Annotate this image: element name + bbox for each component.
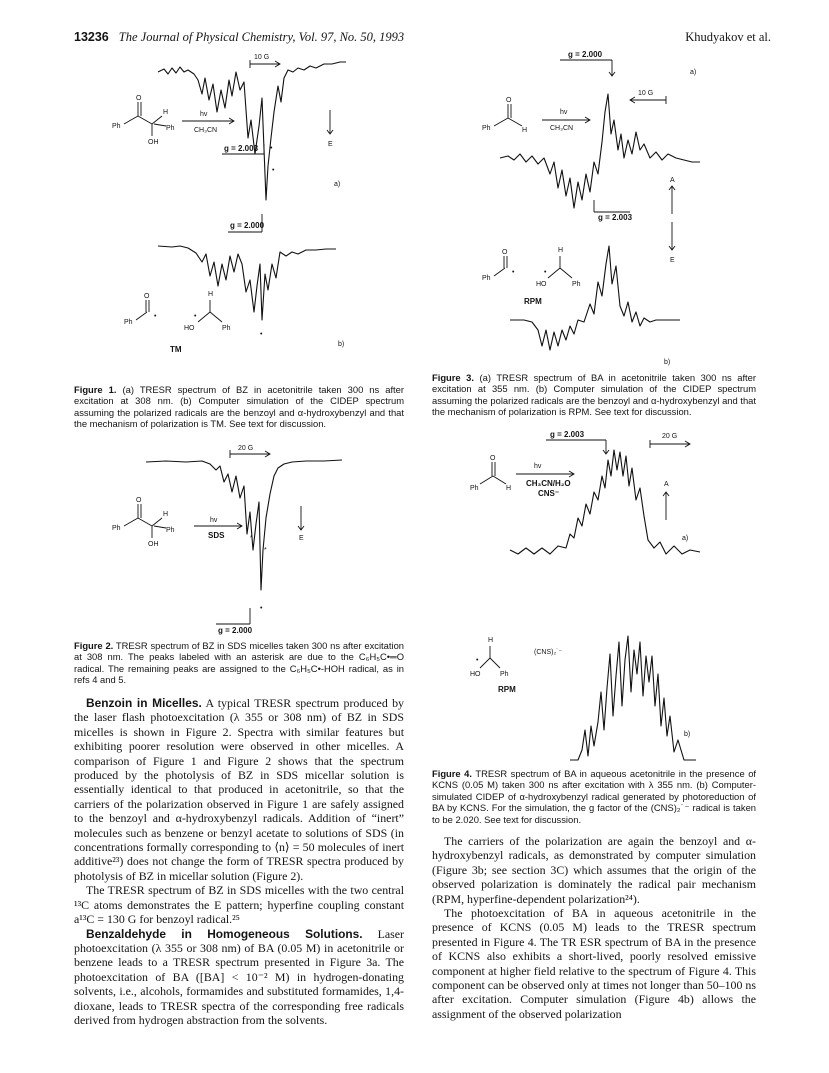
svg-text:•: •	[512, 269, 515, 276]
fig3-e-phase: E	[670, 257, 675, 264]
svg-text:O: O	[502, 249, 508, 256]
svg-text:H: H	[506, 485, 512, 492]
svg-text:H: H	[522, 127, 528, 134]
fig1-solvent: CH₃CN	[194, 127, 218, 134]
svg-text:HO: HO	[536, 281, 547, 288]
fig3-g-top: g = 2.000	[568, 50, 603, 59]
figure-4-caption: Figure 4. TRESR spectrum of BA in aqueous acetonitrile in the presence of KCNS (0.05 M) taken 300 ns after excitation with λ 355 nm. (b) Computer-simulated CIDEP of α-hydroxybenzyl radical generated by photoreduction of BA by KCNS. For the simulation, the g factor of the (CNS)₂˙⁻ radical is taken to be 2.020. See text for discussion.	[432, 768, 757, 825]
figure-1	[110, 50, 360, 370]
svg-text:Ph: Ph	[112, 525, 121, 532]
right-paragraph-2: The photoexcitation of BA in aqueous acetonitrile in the presence of KCNS (0.05 M) leads to the TRESR spectrum presented in Figure 4. The TR ESR spectrum of BA in the presence of KCNS also exhibits a short-lived, poorly resolved emissive component at higher field relative to the spectrum of Figure 4. This component can be observed only at times not longer than 50–100 ns after excitation. Computer simulation (Figure 4b) allows the assignment of the observed polarization	[432, 906, 756, 1021]
fig2-scale-label: 20 G	[238, 445, 254, 452]
figure-2	[110, 440, 360, 640]
svg-text:Ph: Ph	[572, 281, 581, 288]
fig4-label-a: a)	[682, 535, 689, 542]
fig1-spectrum-b	[158, 246, 336, 320]
fig4-reagents-1: CH₃CN/H₂O	[526, 479, 571, 488]
svg-text:•: •	[476, 657, 479, 664]
svg-text:O: O	[506, 97, 512, 104]
fig2-hv: hv	[210, 517, 218, 524]
svg-text:•: •	[194, 313, 197, 320]
svg-text:H: H	[208, 291, 214, 298]
heading-benzaldehyde: Benzaldehyde in Homogeneous Solutions.	[86, 926, 363, 941]
svg-text:*: *	[264, 547, 267, 554]
fig1-label-b: b)	[338, 341, 345, 348]
svg-text:HO: HO	[184, 325, 195, 332]
fig4-radical: (CNS)₂˙⁻	[534, 649, 563, 656]
fig3-label-b: b)	[664, 359, 671, 366]
fig3-mechanism: RPM	[524, 297, 542, 306]
fig1-spectrum-a	[158, 62, 346, 200]
fig3-a-phase: A	[670, 177, 675, 184]
heading-benzoin-micelles: Benzoin in Micelles.	[86, 696, 202, 710]
svg-text:*: *	[250, 535, 253, 542]
fig4-hv: hv	[534, 463, 542, 470]
svg-text:OH: OH	[148, 139, 159, 146]
svg-text:Ph: Ph	[482, 275, 491, 282]
fig4-structure-benzaldehyde	[470, 455, 511, 492]
fig4-a-phase: A	[664, 481, 669, 488]
svg-text:•: •	[272, 167, 275, 174]
fig3-g-mid: g = 2.003	[598, 213, 633, 222]
fig3-hv: hv	[560, 109, 568, 116]
running-header-authors: Khudyakov et al.	[685, 30, 771, 44]
svg-text:Ph: Ph	[166, 527, 175, 534]
right-paragraph-1: The carriers of the polarization are again the benzoyl and α-hydroxybenzyl radicals, as demonstrated by computer simulation (Figure 3b; see section 3C) which assumes that the origin of the observed polarization is dominately the radical pair mechanism (RPM, hyperfine-dependent polarization²⁴).	[432, 834, 756, 906]
fig1-scale-label: 10 G	[254, 54, 270, 61]
fig2-spectrum	[146, 460, 342, 590]
fig1-g-2000: g = 2.000	[230, 221, 265, 230]
fig2-g-2000: g = 2.000	[218, 626, 253, 635]
fig1-structure-benzoin	[112, 95, 175, 146]
fig3-solvent: CH₃CN	[550, 125, 574, 132]
svg-text:•: •	[154, 313, 157, 320]
right-column-body	[432, 834, 756, 1021]
svg-text:Ph: Ph	[482, 125, 491, 132]
svg-text:H: H	[558, 247, 564, 254]
svg-text:Ph: Ph	[124, 319, 133, 326]
left-paragraph-2: The TRESR spectrum of BZ in SDS micelles with the two central ¹³C atoms demonstrates the E pattern; hyperfine coupling constant a¹³C = 130 G for benzoyl radical.²⁵	[74, 883, 404, 927]
svg-text:•: •	[260, 331, 263, 338]
svg-text:O: O	[136, 497, 142, 504]
svg-text:HO: HO	[470, 671, 481, 678]
svg-text:O: O	[136, 95, 142, 102]
fig3-structure-benzaldehyde	[482, 97, 527, 134]
svg-text:•: •	[544, 269, 547, 276]
fig1-mechanism: TM	[170, 345, 182, 354]
fig1-g-2003: g = 2.003	[224, 144, 259, 153]
figure-3	[480, 50, 730, 370]
fig1-hv: hv	[200, 111, 208, 118]
fig4-label-b: b)	[684, 731, 691, 738]
running-header-left	[74, 30, 404, 45]
svg-text:OH: OH	[148, 541, 159, 548]
fig3-label-a: a)	[690, 69, 697, 76]
fig4-spectrum-b	[570, 636, 696, 760]
fig2-medium: SDS	[208, 531, 225, 540]
svg-text:Ph: Ph	[222, 325, 231, 332]
fig4-structure-hydroxybenzyl	[470, 637, 509, 678]
fig3-structure-radical-pair	[482, 247, 581, 288]
svg-text:Ph: Ph	[500, 671, 509, 678]
fig4-mechanism: RPM	[498, 685, 516, 694]
svg-text:H: H	[163, 109, 169, 116]
svg-text:O: O	[144, 293, 150, 300]
svg-text:O: O	[490, 455, 496, 462]
svg-text:H: H	[163, 511, 169, 518]
fig2-e-phase: E	[299, 535, 304, 542]
svg-text:•: •	[260, 605, 263, 612]
fig4-g: g = 2.003	[550, 430, 585, 439]
figure-4	[470, 430, 730, 770]
fig1-label-a: a)	[334, 181, 341, 188]
fig3-spectrum-a	[500, 94, 700, 208]
svg-text:Ph: Ph	[470, 485, 479, 492]
svg-text:•: •	[270, 145, 273, 152]
fig1-e-phase: E	[328, 141, 333, 148]
fig4-scale: 20 G	[662, 433, 678, 440]
svg-text:H: H	[488, 637, 494, 644]
journal-citation: The Journal of Physical Chemistry, Vol. 97, No. 50, 1993	[118, 30, 405, 44]
fig3-scale: 10 G	[638, 90, 654, 97]
figure-2-caption: Figure 2. TRESR spectrum of BZ in SDS micelles taken 300 ns after excitation at 308 nm. The peaks labeled with an asterisk are due to the C₆H₅C•═O radical. The remaining peaks are assigned to the C₆H₅C•-HOH radical, as in refs 4 and 5.	[74, 640, 404, 686]
fig1-structure-radical-pair	[124, 291, 231, 332]
svg-text:Ph: Ph	[166, 125, 175, 132]
svg-text:Ph: Ph	[112, 123, 121, 130]
left-column-body: Benzoin in Micelles. A typical TRESR spectrum produced by the laser flash photoexcitation (λ 355 or 308 nm) of BZ in SDS micelles is shown in Figure 2. Spectra with similar features but exhibiting poorer resolution were observed in other micelles. A comparison of Figure 1 and Figure 2 shows that the spectrum produced by the photolysis of BZ in SDS micellar solution is essentially identical to that produced in acetonitrile, so that the carriers of the polarization observed in Figure 1 are safely assigned to the benzoyl and α-hydroxybenzyl radicals. Addition of “inert” molecules such as benzene or benzyl acetate to solutions of SDS (in concentrations formally corresponding to ⟨n⟩ = 50 molecules of inert additive²³) does not change the form of TRESR spectra produced by photolysis of BZ in micellar solution (Figure 2). The TRESR spectrum of BZ in SDS micelles with the two central ¹³C atoms demonstrates the E pattern; hyperfine coupling constant a¹³C = 130 G for benzoyl radical.²⁵ Benzaldehyde in Homogeneous Solutions. Laser photoexcitation (λ 355 or 308 nm) of BA (0.05 M) in acetonitrile or benzene leads to a TRESR spectrum presented in Figure 3a. The photoexcitation of BA ([BA] < 10⁻² M) in hydrogen-donating solvents, i.e., alcohols, formamides and substituted formamides, 1,4-dioxane, leads to TRESR spectra of the corresponding free radicals derived from hydrogen abstraction from the solvents.	[74, 696, 405, 1027]
fig4-reagents-2: CNS⁻	[538, 489, 560, 498]
figure-3-caption: Figure 3. (a) TRESR spectrum of BA in acetonitrile taken 300 ns after excitation at 355 nm. (b) Computer simulation of the CIDEP spectrum assuming the polarized radicals are the benzoyl and α-hydroxybenzyl and that the mechanism of polarization is RPM. See text for discussion.	[432, 372, 756, 418]
fig2-structure-benzoin	[112, 497, 175, 548]
page-number: 13236	[74, 30, 109, 44]
figure-1-caption: Figure 1. (a) TRESR spectrum of BZ in acetonitrile taken 300 ns after excitation at 308 nm. (b) Computer simulation of the CIDEP spectrum assuming the polarized radicals are the benzoyl and α-hydroxybenzyl and that the mechanism of polarization is TM. See text for discussion.	[74, 384, 404, 430]
